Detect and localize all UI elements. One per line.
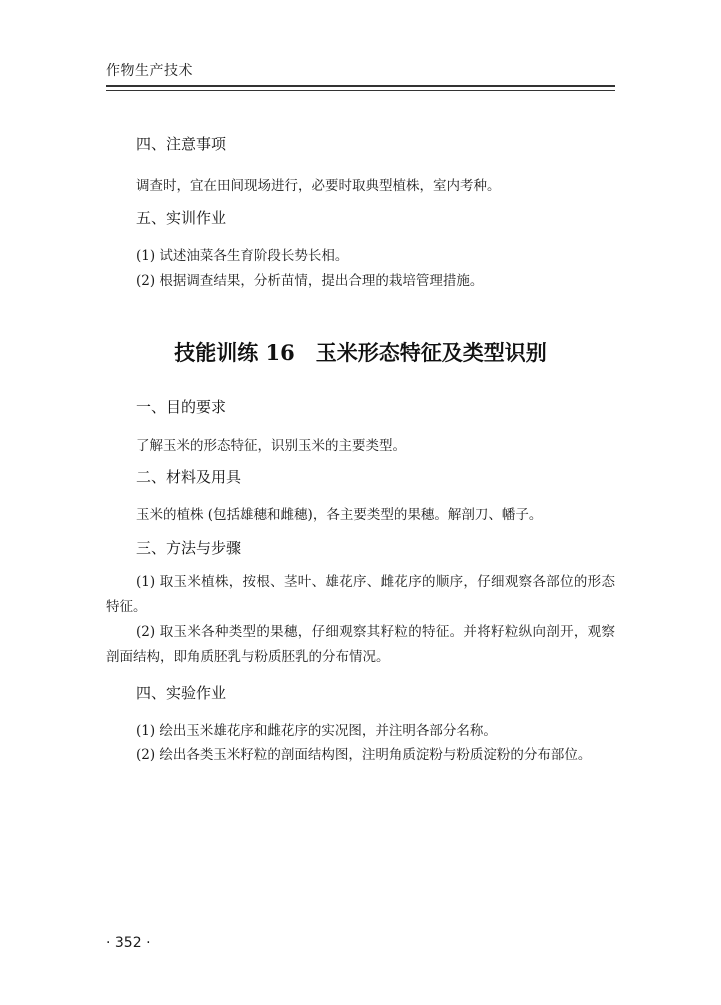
method-step-1: (1) 取玉米植株，按根、茎叶、雄花序、雌花序的顺序，仔细观察各部位的形态特征。 bbox=[106, 574, 615, 615]
para-objectives: 了解玉米的形态特征，识别玉米的主要类型。 bbox=[136, 438, 406, 454]
practice-item-2: (2) 根据调查结果，分析苗情，提出合理的栽培管理措施。 bbox=[136, 273, 484, 289]
running-head: 作物生产技术 bbox=[106, 63, 193, 79]
header-rule-thin bbox=[106, 90, 615, 91]
header-rule-thick bbox=[106, 85, 615, 87]
para-precautions: 调查时，宜在田间现场进行，必要时取典型植株，室内考种。 bbox=[136, 178, 501, 194]
lab-task-2: (2) 绘出各类玉米籽粒的剖面结构图，注明角质淀粉与粉质淀粉的分布部位。 bbox=[136, 747, 592, 763]
method-step-2: (2) 取玉米各种类型的果穗，仔细观察其籽粒的特征。并将籽粒纵向剖开，观察剖面结构，即角质胚乳与粉质胚乳的分布情况。 bbox=[106, 624, 615, 665]
para-materials: 玉米的植株 (包括雄穗和雌穗)，各主要类型的果穗。解剖刀、幡子。 bbox=[136, 507, 543, 523]
practice-item-1: (1) 试述油菜各生育阶段长势长相。 bbox=[136, 248, 349, 264]
lab-task-1: (1) 绘出玉米雄花序和雌花序的实况图，并注明各部分名称。 bbox=[136, 723, 497, 739]
heading-practice-assignment: 五、实训作业 bbox=[136, 209, 227, 227]
heading-lab-assignment: 四、实验作业 bbox=[136, 684, 227, 702]
page-number: · 352 · bbox=[106, 935, 151, 951]
heading-precautions: 四、注意事项 bbox=[136, 135, 227, 153]
heading-methods: 三、方法与步骤 bbox=[136, 539, 242, 557]
heading-objectives: 一、目的要求 bbox=[136, 398, 227, 416]
section-title: 技能训练 16 玉米形态特征及类型识别 bbox=[174, 340, 547, 365]
heading-materials: 二、材料及用具 bbox=[136, 468, 242, 486]
